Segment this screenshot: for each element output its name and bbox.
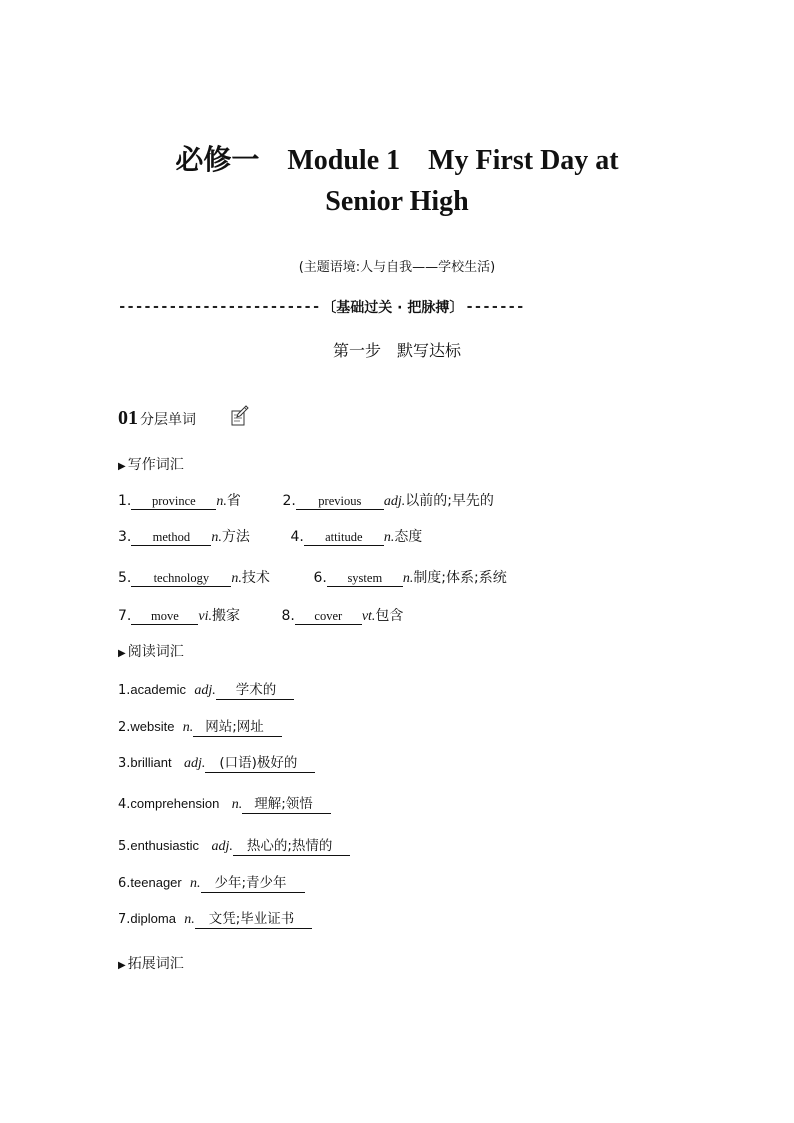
part-of-speech: adj. — [194, 683, 216, 698]
answer-blank: 文凭;毕业证书 — [195, 911, 313, 929]
item-number: 6. — [118, 876, 131, 891]
reading-item-2 — [118, 719, 282, 737]
answer-blank: 网站;网址 — [193, 719, 282, 737]
writing-item-7 — [118, 605, 277, 625]
item-number: 7. — [118, 608, 132, 624]
meaning: 态度 — [394, 529, 423, 545]
meaning: 制度;体系;系统 — [413, 570, 507, 586]
part-of-speech: n. — [231, 571, 242, 586]
reading-item-5 — [118, 838, 350, 856]
theme-subtitle: (主题语境:人与自我——学校生活) — [298, 260, 496, 275]
answer-blank: previous — [296, 493, 384, 510]
vocab-word: comprehension — [130, 796, 220, 811]
item-number: 1. — [118, 683, 131, 698]
writing-item-2 — [282, 490, 493, 510]
item-number: 2. — [282, 493, 296, 509]
part-of-speech: n. — [216, 494, 227, 509]
answer-blank: move — [131, 608, 198, 625]
item-number: 6. — [313, 570, 327, 586]
reading-item-1 — [118, 682, 294, 700]
reading-vocab-label: 阅读词汇 — [127, 644, 184, 660]
writing-row-2 — [118, 526, 422, 546]
writing-item-6 — [313, 567, 506, 587]
divider-dashes-right: ------- — [465, 299, 525, 315]
meaning: 包含 — [375, 608, 404, 624]
item-number: 4. — [118, 797, 131, 812]
vocab-word: enthusiastic — [130, 838, 200, 853]
answer-blank: system — [327, 570, 403, 587]
answer-blank: method — [131, 529, 211, 546]
item-number: 5. — [118, 839, 131, 854]
divider-dashes-left: ------------------------ — [118, 299, 321, 315]
reading-item-4 — [118, 796, 331, 814]
part-of-speech: vt. — [361, 609, 376, 624]
answer-blank: attitude — [304, 529, 384, 546]
answer-blank: province — [131, 493, 216, 510]
reading-item-6 — [118, 875, 305, 893]
answer-blank: 理解;领悟 — [242, 796, 331, 814]
part-of-speech: adj. — [184, 756, 206, 771]
writing-item-1 — [118, 490, 278, 510]
part-of-speech: adj. — [383, 494, 406, 509]
part-of-speech: n. — [383, 530, 395, 545]
reading-item-7 — [118, 911, 312, 929]
section-heading — [118, 407, 196, 430]
writing-row-1 — [118, 490, 494, 510]
answer-blank: 少年;青少年 — [201, 875, 305, 893]
vocab-word: diploma — [130, 911, 176, 926]
answer-blank: (口语)极好的 — [205, 755, 315, 773]
writing-row-3 — [118, 567, 507, 587]
item-number: 8. — [281, 608, 295, 624]
answer-blank: 学术的 — [216, 682, 295, 700]
triangle-bullet-icon: ▶ — [118, 461, 126, 472]
page-title — [0, 140, 794, 222]
item-number: 1. — [118, 493, 132, 509]
part-of-speech: vi. — [198, 609, 212, 624]
title-line-2: Senior High — [325, 186, 469, 217]
part-of-speech: n. — [190, 876, 201, 891]
writing-row-4 — [118, 605, 403, 625]
writing-item-5 — [118, 567, 309, 587]
triangle-bullet-icon: ▶ — [118, 960, 126, 971]
expand-vocab-heading — [118, 953, 184, 973]
part-of-speech: n. — [402, 571, 414, 586]
step-title: 第一步 默写达标 — [332, 341, 461, 360]
pencil-notepad-icon — [229, 405, 249, 427]
meaning: 技术 — [241, 570, 270, 586]
section-number: 01 — [118, 407, 138, 429]
part-of-speech: n. — [231, 797, 243, 812]
meaning: 省 — [226, 493, 241, 509]
part-of-speech: adj. — [211, 839, 233, 854]
section-label: 分层单词 — [140, 412, 196, 428]
vocab-word: brilliant — [130, 755, 172, 770]
item-number: 3. — [118, 529, 132, 545]
vocab-word: teenager — [130, 875, 182, 890]
reading-item-3 — [118, 755, 315, 773]
triangle-bullet-icon: ▶ — [118, 648, 126, 659]
item-number: 5. — [118, 570, 132, 586]
item-number: 7. — [118, 912, 131, 927]
meaning: 搬家 — [211, 608, 240, 624]
writing-item-4 — [290, 526, 422, 546]
part-of-speech: n. — [211, 530, 222, 545]
vocab-word: website — [130, 719, 175, 734]
answer-blank: 热心的;热情的 — [233, 838, 351, 856]
meaning: 方法 — [221, 529, 250, 545]
divider-title: 〔基础过关 · 把脉搏〕 — [322, 300, 464, 316]
reading-vocab-heading — [118, 641, 184, 661]
writing-vocab-heading — [118, 454, 184, 474]
item-number: 4. — [290, 529, 304, 545]
meaning: 以前的;早先的 — [405, 493, 494, 509]
answer-blank: cover — [295, 608, 362, 625]
writing-item-3 — [118, 526, 286, 546]
vocab-word: academic — [130, 682, 187, 697]
answer-blank: technology — [131, 570, 231, 587]
section-divider — [118, 295, 678, 319]
writing-vocab-label: 写作词汇 — [127, 457, 184, 473]
part-of-speech: n. — [184, 912, 195, 927]
title-line-1: 必修一 Module 1 My First Day at — [175, 145, 619, 176]
writing-item-8 — [281, 605, 403, 625]
item-number: 3. — [118, 756, 131, 771]
part-of-speech: n. — [182, 720, 194, 735]
item-number: 2. — [118, 720, 131, 735]
expand-vocab-label: 拓展词汇 — [127, 956, 184, 972]
